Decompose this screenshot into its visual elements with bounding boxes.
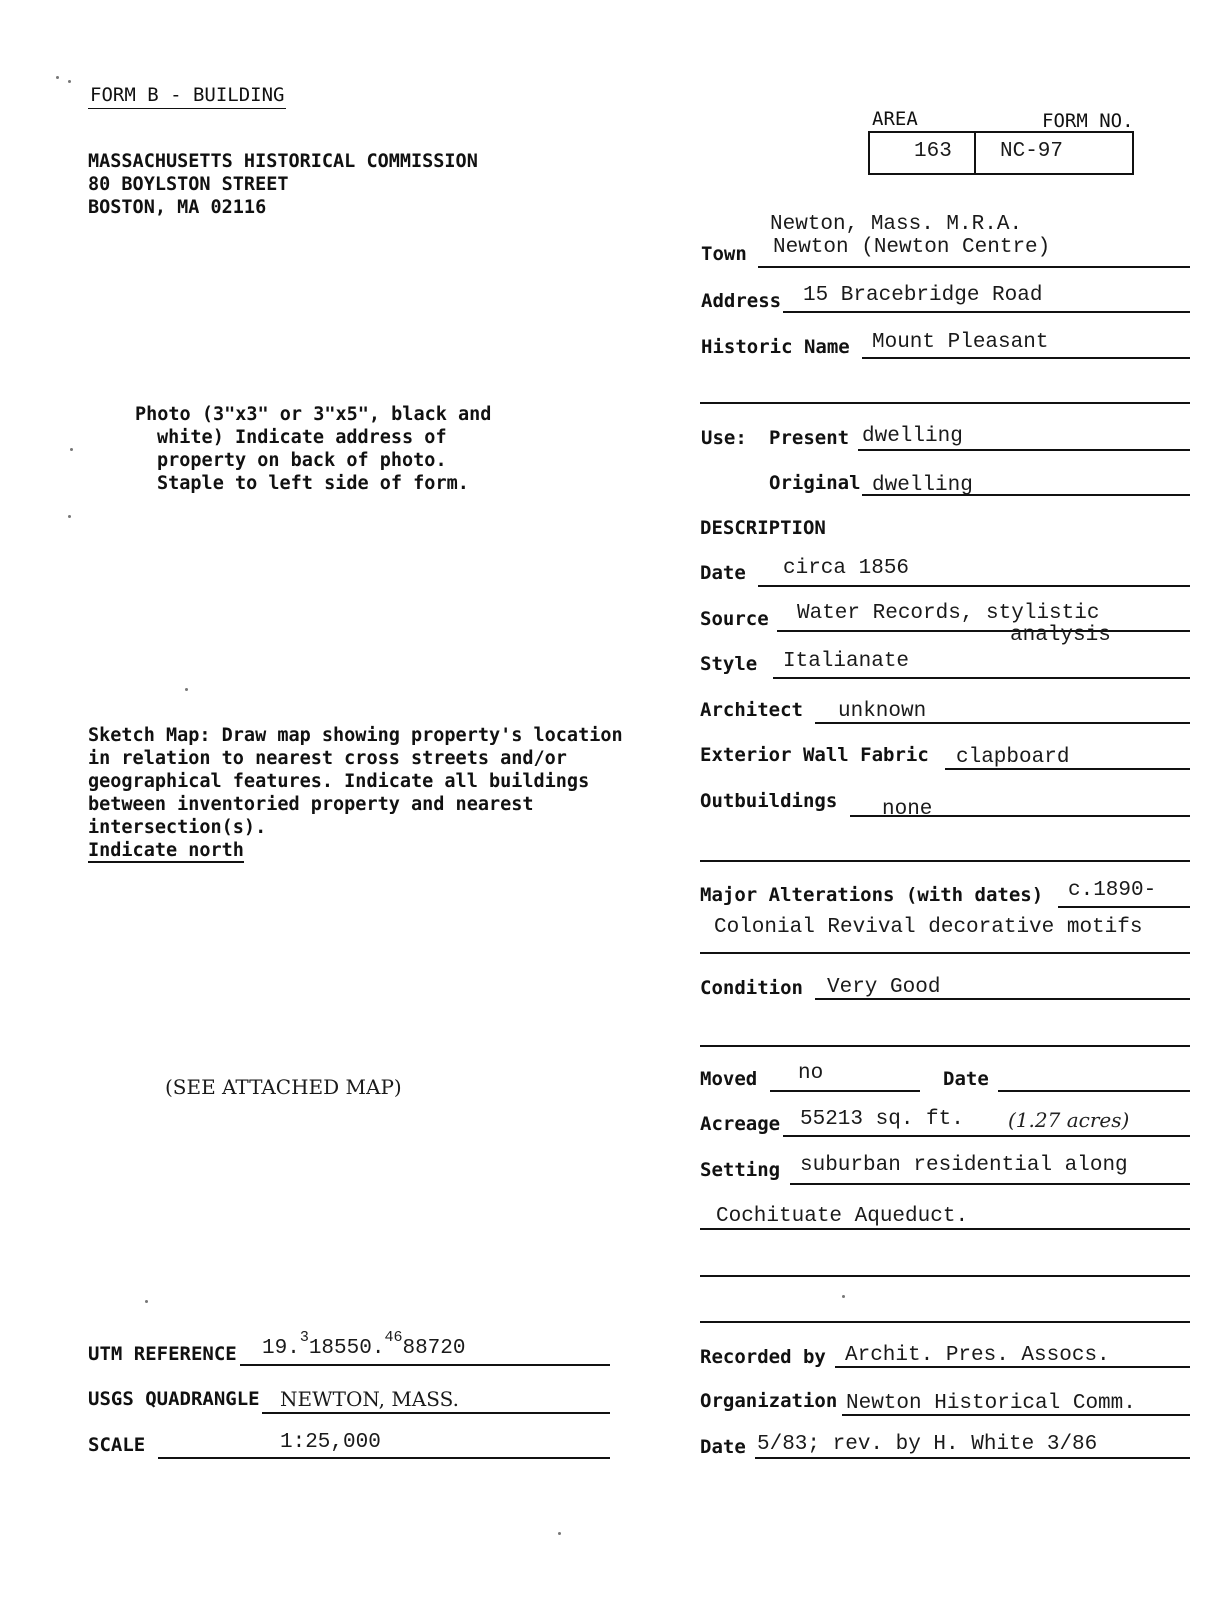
utm-zone: 19.: [262, 1337, 300, 1360]
exterior-wall-value: clapboard: [956, 746, 1070, 769]
sketch-line-2: in relation to nearest cross streets and/or: [88, 748, 567, 769]
blank-line-3: [700, 1045, 1190, 1047]
photo-line-1: Photo (3"x3" or 3"x5", black and: [135, 404, 492, 425]
moved-value: no: [798, 1062, 824, 1085]
utm-line: [240, 1364, 610, 1366]
present-value: dwelling: [862, 425, 963, 448]
historic-name-line: [862, 357, 1190, 359]
date-label: Date: [700, 562, 746, 584]
form-no-value: NC-97: [1000, 140, 1064, 163]
address-value: 15 Bracebridge Road: [803, 284, 1043, 307]
form-no-label: FORM NO.: [1042, 110, 1134, 132]
architect-value: unknown: [838, 700, 927, 723]
original-line: [862, 494, 1190, 496]
usgs-value: NEWTON, MASS.: [280, 1387, 459, 1411]
organization-value: Newton Historical Comm.: [846, 1392, 1136, 1415]
date-line: [758, 585, 1190, 587]
description-label: DESCRIPTION: [700, 517, 826, 539]
moved-line: [770, 1090, 920, 1092]
moved-date-line: [998, 1090, 1190, 1092]
historic-name-label: Historic Name: [701, 336, 850, 358]
use-label: Use:: [701, 427, 747, 449]
scale-value: 1:25,000: [280, 1431, 381, 1454]
organization-label: Organization: [700, 1390, 838, 1412]
utm-sup-1: 3: [299, 1329, 309, 1346]
acreage-label: Acreage: [700, 1113, 781, 1135]
setting-value-1: suburban residential along: [800, 1154, 1128, 1177]
present-line: [858, 449, 1190, 451]
exterior-wall-label: Exterior Wall Fabric: [700, 744, 929, 766]
form-title-underline: [88, 108, 286, 109]
utm-sup-2: 46: [384, 1329, 403, 1346]
address-label: Address: [701, 290, 782, 312]
utm-northing: 88720: [402, 1337, 466, 1360]
record-date-label: Date: [700, 1436, 746, 1458]
sketch-map-instructions: [88, 724, 623, 863]
source-line-2: analysis: [1010, 624, 1111, 647]
outbuildings-value: none: [882, 798, 933, 821]
setting-label: Setting: [700, 1159, 781, 1181]
sketch-north: Indicate north: [88, 840, 244, 861]
style-value: Italianate: [783, 650, 910, 673]
record-date-value: 5/83; rev. by H. White 3/86: [757, 1433, 1098, 1456]
alterations-value-2: Colonial Revival decorative motifs: [714, 916, 1143, 939]
condition-label: Condition: [700, 977, 803, 999]
sketch-line-4: between inventoried property and nearest: [88, 794, 534, 815]
photo-line-3: property on back of photo.: [157, 450, 447, 471]
original-label: Original: [769, 472, 861, 494]
scan-speck: [70, 448, 73, 451]
alterations-label: Major Alterations (with dates): [700, 884, 1044, 906]
photo-line-2: white) Indicate address of: [157, 427, 447, 448]
condition-value: Very Good: [827, 976, 941, 999]
town-line-1: Newton, Mass. M.R.A.: [770, 213, 1023, 236]
acreage-handwritten: (1.27 acres): [1008, 1108, 1130, 1132]
commission-name: MASSACHUSETTS HISTORICAL COMMISSION: [88, 151, 478, 172]
scan-speck: [145, 1300, 148, 1303]
scan-speck: [68, 515, 71, 518]
area-label: AREA: [872, 108, 918, 130]
exterior-wall-line: [945, 768, 1190, 770]
sketch-line-1: Sketch Map: Draw map showing property's location: [88, 725, 623, 746]
outbuildings-label: Outbuildings: [700, 790, 838, 812]
record-date-line: [755, 1457, 1190, 1459]
blank-line-4: [700, 1275, 1190, 1277]
blank-line-2: [700, 860, 1190, 862]
original-value: dwelling: [872, 474, 973, 497]
address-line: [783, 311, 1190, 313]
recorded-by-label: Recorded by: [700, 1346, 826, 1368]
alterations-line: [1058, 906, 1190, 908]
organization-line: [842, 1414, 1190, 1416]
acreage-line: [783, 1135, 1190, 1137]
town-line-2: Newton (Newton Centre): [773, 236, 1051, 259]
sketch-line-3: geographical features. Indicate all buildings: [88, 771, 590, 792]
commission-city: BOSTON, MA 02116: [88, 197, 267, 218]
scan-speck: [842, 1295, 845, 1298]
architect-line: [815, 722, 1190, 724]
scale-label: SCALE: [88, 1434, 146, 1456]
style-label: Style: [700, 653, 758, 675]
historic-name-value: Mount Pleasant: [872, 331, 1049, 354]
blank-line-5: [700, 1321, 1190, 1323]
photo-instructions: [135, 403, 491, 495]
utm-label: UTM REFERENCE: [88, 1343, 237, 1365]
recorded-by-line: [835, 1366, 1190, 1368]
moved-date-label: Date: [943, 1068, 989, 1090]
style-line: [773, 677, 1190, 679]
form-title: FORM B - BUILDING: [90, 84, 285, 106]
photo-line-4: Staple to left side of form.: [157, 473, 469, 494]
scan-speck: [185, 688, 188, 691]
present-label: Present: [769, 427, 850, 449]
scale-line: [158, 1457, 610, 1459]
commission-address: [88, 150, 478, 219]
setting-line: [790, 1183, 1190, 1185]
usgs-line: [262, 1412, 610, 1414]
scan-speck: [68, 80, 71, 83]
scan-speck: [558, 1532, 561, 1535]
setting-line-2: [700, 1228, 1190, 1230]
see-attached-map: (SEE ATTACHED MAP): [165, 1075, 402, 1099]
outbuildings-line: [850, 815, 1190, 817]
recorded-by-value: Archit. Pres. Assocs.: [845, 1344, 1110, 1367]
utm-easting: 18550.: [308, 1337, 385, 1360]
moved-label: Moved: [700, 1068, 758, 1090]
acreage-value: 55213 sq. ft.: [800, 1108, 964, 1131]
commission-street: 80 BOYLSTON STREET: [88, 174, 289, 195]
condition-line: [815, 998, 1190, 1000]
source-line: [777, 630, 1190, 632]
alterations-value-1: c.1890-: [1068, 879, 1157, 902]
usgs-label: USGS QUADRANGLE: [88, 1388, 260, 1410]
source-label: Source: [700, 608, 769, 630]
scan-speck: [56, 76, 59, 79]
area-value: 163: [914, 140, 952, 163]
date-value: circa 1856: [783, 557, 910, 580]
town-line: [758, 266, 1190, 268]
blank-line-1: [700, 402, 1190, 404]
source-line-1: Water Records, stylistic: [797, 602, 1100, 625]
utm-value: [262, 1329, 466, 1360]
alterations-line-2: [700, 952, 1190, 954]
setting-value-2: Cochituate Aqueduct.: [716, 1205, 969, 1228]
town-label: Town: [701, 243, 747, 265]
sketch-line-5: intersection(s).: [88, 817, 267, 838]
architect-label: Architect: [700, 699, 803, 721]
